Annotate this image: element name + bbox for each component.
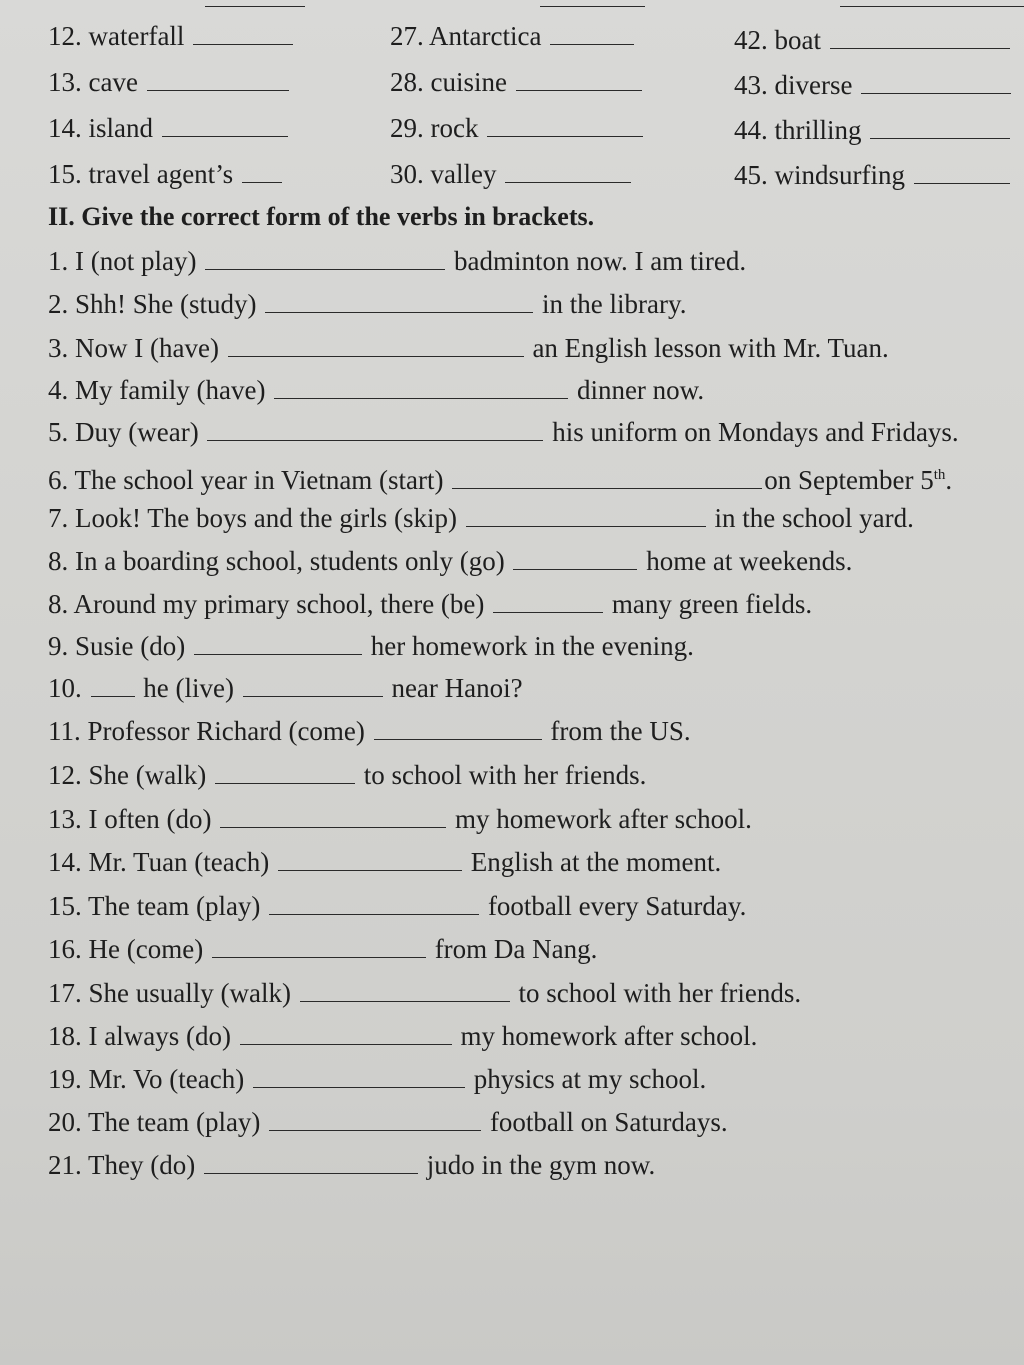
answer-blank[interactable] xyxy=(212,935,426,958)
exercise-item xyxy=(48,288,686,320)
vocab-item xyxy=(734,24,1012,56)
prompt-text: 19. Mr. Vo (teach) xyxy=(48,1064,245,1094)
continuation-text: from Da Nang. xyxy=(434,934,598,964)
vocab-label: 12. waterfall xyxy=(48,21,185,51)
vocab-item xyxy=(390,66,644,98)
vocab-label: 29. rock xyxy=(390,113,479,143)
continuation-text: on September 5 xyxy=(764,465,934,495)
prompt-text: 18. I always (do) xyxy=(48,1021,231,1051)
answer-blank[interactable] xyxy=(228,334,524,357)
answer-blank[interactable] xyxy=(220,805,446,828)
vocab-item xyxy=(48,112,290,144)
top-blank-2 xyxy=(540,0,645,7)
vocab-item xyxy=(48,20,295,52)
continuation-text: home at weekends. xyxy=(646,546,853,576)
continuation-text: from the US. xyxy=(550,716,691,746)
answer-blank[interactable] xyxy=(487,114,643,137)
vocab-label: 44. thrilling xyxy=(734,115,862,145)
exercise-item xyxy=(48,890,746,922)
answer-blank[interactable] xyxy=(240,1022,452,1045)
exercise-item xyxy=(48,759,646,791)
end-punctuation: . xyxy=(945,465,953,495)
vocab-label: 30. valley xyxy=(390,159,497,189)
exercise-item xyxy=(48,715,691,747)
exercise-item xyxy=(48,416,959,448)
answer-blank[interactable] xyxy=(466,504,706,527)
exercise-item xyxy=(48,1106,728,1138)
continuation-text: near Hanoi? xyxy=(391,673,523,703)
continuation-text: my homework after school. xyxy=(454,804,752,834)
exercise-item xyxy=(48,1020,757,1052)
continuation-text: to school with her friends. xyxy=(363,760,647,790)
prompt-text: 15. The team (play) xyxy=(48,891,261,921)
prompt-text: 4. My family (have) xyxy=(48,375,266,405)
continuation-text: her homework in the evening. xyxy=(370,631,694,661)
continuation-text: English at the moment. xyxy=(470,847,722,877)
answer-blank[interactable] xyxy=(914,161,1010,184)
answer-blank[interactable] xyxy=(274,376,568,399)
answer-blank[interactable] xyxy=(870,116,1010,139)
vocab-label: 28. cuisine xyxy=(390,67,507,97)
ordinal-superscript: th xyxy=(933,467,946,483)
answer-blank[interactable] xyxy=(193,22,293,45)
prompt-text: 16. He (come) xyxy=(48,934,204,964)
answer-blank[interactable] xyxy=(194,632,362,655)
answer-blank[interactable] xyxy=(91,674,135,697)
continuation-text: my homework after school. xyxy=(460,1021,758,1051)
prompt-text: 10. xyxy=(48,673,82,703)
prompt-text: 6. The school year in Vietnam (start) xyxy=(48,465,444,495)
answer-blank[interactable] xyxy=(493,590,603,613)
section-heading: II. Give the correct form of the verbs in brackets. xyxy=(48,202,595,231)
exercise-item xyxy=(48,803,752,835)
exercise-item xyxy=(48,1063,706,1095)
answer-blank[interactable] xyxy=(269,892,479,915)
answer-blank[interactable] xyxy=(861,71,1011,94)
answer-blank[interactable] xyxy=(374,717,542,740)
vocab-item xyxy=(48,158,284,190)
exercise-item xyxy=(48,245,746,277)
vocab-label: 15. travel agent’s xyxy=(48,159,234,189)
prompt-text: 7. Look! The boys and the girls (skip) xyxy=(48,503,457,533)
answer-blank[interactable] xyxy=(550,22,634,45)
top-blank-1 xyxy=(205,0,305,7)
continuation-text: dinner now. xyxy=(576,375,705,405)
prompt-text: 5. Duy (wear) xyxy=(48,417,199,447)
exercise-item xyxy=(48,846,721,878)
vocab-item xyxy=(734,69,1013,101)
continuation-text: many green fields. xyxy=(611,589,813,619)
exercise-item xyxy=(48,630,694,662)
vocab-label: 42. boat xyxy=(734,25,821,55)
prompt-text: 8. Around my primary school, there (be) xyxy=(48,589,485,619)
continuation-text: in the library. xyxy=(542,289,687,319)
prompt-text: 13. I often (do) xyxy=(48,804,212,834)
vocab-label: 43. diverse xyxy=(734,70,853,100)
exercise-item xyxy=(48,588,812,620)
vocab-label: 27. Antarctica xyxy=(390,21,542,51)
exercise-item xyxy=(48,933,597,965)
vocab-item xyxy=(734,159,1012,191)
answer-blank[interactable] xyxy=(204,1151,418,1174)
answer-blank[interactable] xyxy=(516,68,642,91)
exercise-item xyxy=(48,332,889,364)
vocab-item xyxy=(734,114,1012,146)
answer-blank[interactable] xyxy=(147,68,289,91)
exercise-item xyxy=(48,374,704,406)
answer-blank[interactable] xyxy=(253,1065,465,1088)
continuation-text: football on Saturdays. xyxy=(489,1107,728,1137)
exercise-item xyxy=(48,545,852,577)
answer-blank[interactable] xyxy=(243,674,383,697)
answer-blank[interactable] xyxy=(452,466,762,489)
exercise-item xyxy=(48,977,801,1009)
vocab-label: 13. cave xyxy=(48,67,138,97)
vocab-item xyxy=(390,20,636,52)
prompt-text: 12. She (walk) xyxy=(48,760,207,790)
prompt-text: 21. They (do) xyxy=(48,1150,196,1180)
prompt-text: 20. The team (play) xyxy=(48,1107,261,1137)
continuation-text: physics at my school. xyxy=(473,1064,707,1094)
answer-blank[interactable] xyxy=(505,160,631,183)
vocab-label: 14. island xyxy=(48,113,153,143)
exercise-item xyxy=(48,672,523,704)
vocab-label: 45. windsurfing xyxy=(734,160,905,190)
continuation-text: his uniform on Mondays and Fridays. xyxy=(552,417,959,447)
prompt-text: 14. Mr. Tuan (teach) xyxy=(48,847,270,877)
prompt-text-middle: he (live) xyxy=(143,673,234,703)
answer-blank[interactable] xyxy=(162,114,288,137)
exercise-item xyxy=(48,459,952,496)
continuation-text: badminton now. I am tired. xyxy=(453,246,747,276)
answer-blank[interactable] xyxy=(265,290,533,313)
answer-blank[interactable] xyxy=(207,418,543,441)
prompt-text: 17. She usually (walk) xyxy=(48,978,291,1008)
vocab-item xyxy=(48,66,291,98)
continuation-text: an English lesson with Mr. Tuan. xyxy=(532,333,889,363)
prompt-text: 8. In a boarding school, students only (go) xyxy=(48,546,505,576)
answer-blank[interactable] xyxy=(215,761,355,784)
prompt-text: 3. Now I (have) xyxy=(48,333,219,363)
exercise-item xyxy=(48,1149,655,1181)
top-blank-3 xyxy=(840,0,1024,7)
continuation-text: football every Saturday. xyxy=(487,891,747,921)
prompt-text: 11. Professor Richard (come) xyxy=(48,716,365,746)
prompt-text: 2. Shh! She (study) xyxy=(48,289,257,319)
prompt-text: 1. I (not play) xyxy=(48,246,197,276)
vocab-item xyxy=(390,112,645,144)
answer-blank[interactable] xyxy=(205,247,445,270)
prompt-text: 9. Susie (do) xyxy=(48,631,186,661)
answer-blank[interactable] xyxy=(300,979,510,1002)
answer-blank[interactable] xyxy=(242,160,282,183)
vocab-item xyxy=(390,158,633,190)
exercise-item xyxy=(48,502,914,534)
answer-blank[interactable] xyxy=(830,26,1010,49)
continuation-text: to school with her friends. xyxy=(518,978,802,1008)
answer-blank[interactable] xyxy=(269,1108,481,1131)
answer-blank[interactable] xyxy=(278,848,462,871)
continuation-text: judo in the gym now. xyxy=(426,1150,656,1180)
answer-blank[interactable] xyxy=(513,547,637,570)
continuation-text: in the school yard. xyxy=(714,503,914,533)
